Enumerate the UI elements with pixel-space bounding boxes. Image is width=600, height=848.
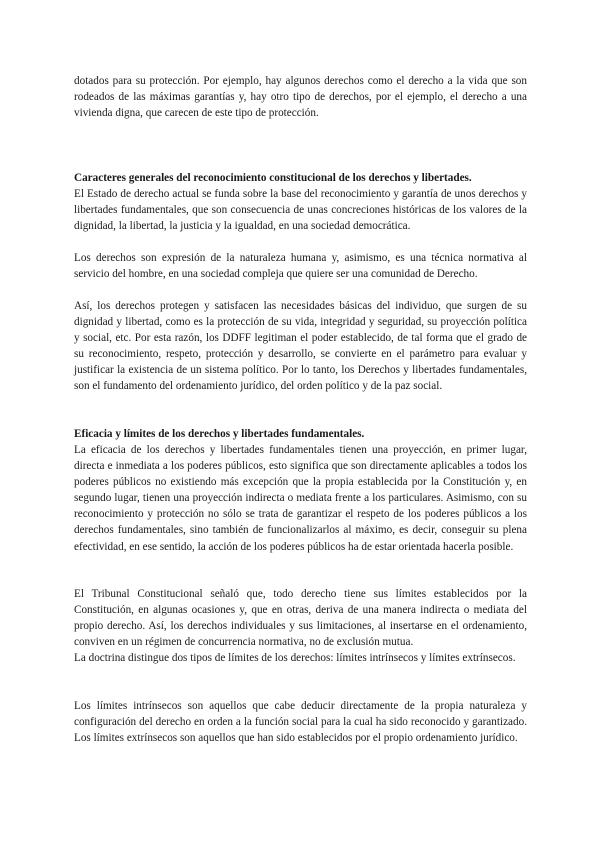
section-heading-caracteres: Caracteres generales del reconocimiento constitucional de los derechos y libertades. bbox=[74, 172, 472, 184]
paragraph-doctrina: La doctrina distingue dos tipos de límites de los derechos: límites intrínsecos y límites extrínsecos. bbox=[74, 652, 516, 664]
paragraph-tribunal-constitucional: El Tribunal Constitucional señaló que, todo derecho tiene sus límites establecidos por la Constitución, en algunas ocasiones y, que en otras, deriva de una manera indirecta o mediata del propio derecho. Así, los derechos individuales y sus limitaciones, al insertarse en el ordenamiento, conviven en un régimen de concurrencia normativa, no de exclusión mutua. bbox=[74, 588, 527, 649]
intro-paragraph: dotados para su protección. Por ejemplo, hay algunos derechos como el derecho a la vida que son rodeados de las máximas garantías y, hay otro tipo de derechos, por el ejemplo, el derecho a una vivienda digna, que carecen de este tipo de protección. bbox=[74, 75, 527, 120]
paragraph-estado-de-derecho: El Estado de derecho actual se funda sobre la base del reconocimiento y garantía de unos derechos y libertades fundamentales, que son consecuencia de unas concreciones históricas de los valores de la dignidad, la libertad, la justicia y la igualdad, en una sociedad democrática. bbox=[74, 188, 527, 233]
section-heading-eficacia: Eficacia y límites de los derechos y libertades fundamentales. bbox=[74, 428, 365, 440]
paragraph-eficacia: La eficacia de los derechos y libertades fundamentales tienen una proyección, en primer lugar, directa e inmediata a los poderes públicos, esto significa que son directamente aplicables a todos los poderes públicos no existiendo más excepción que la propia establecida por la Constitución y, en segundo lugar, tienen una proyección indirecta o mediata frente a los particulares. Asimismo, con su reconocimiento y protección no sólo se trata de garantizar el respeto de los poderes públicos a los derechos fundamentales, sino también de funcionalizarlos al máximo, es decir, conseguir su plena efectividad, en ese sentido, la acción de los poderes públicos ha de estar orientada hacerla posible. bbox=[74, 444, 527, 553]
paragraph-necesidades-basicas: Así, los derechos protegen y satisfacen las necesidades básicas del individuo, que surgen de su dignidad y libertad, como es la protección de su vida, integridad y seguridad, su proyección política y social, etc. Por esta razón, los DDFF legitiman el poder establecido, de tal forma que el grado de su reconocimiento, respeto, protección y desarrollo, se convierte en el parámetro para evaluar y justificar la existencia de un sistema político. Por lo tanto, los Derechos y libertades fundamentales, son el fundamento del ordenamiento jurídico, del orden político y de la paz social. bbox=[74, 300, 527, 393]
paragraph-limites: Los límites intrínsecos son aquellos que cabe deducir directamente de la propia naturaleza y configuración del derecho en orden a la función social para la cual ha sido reconocido y garantizado. Los límites extrínsecos son aquellos que han sido establecidos por el propio ordenamiento jurídico. bbox=[74, 700, 527, 745]
paragraph-naturaleza-humana: Los derechos son expresión de la naturaleza humana y, asimismo, es una técnica normativa al servicio del hombre, en una sociedad compleja que quiere ser una comunidad de Derecho. bbox=[74, 252, 527, 281]
